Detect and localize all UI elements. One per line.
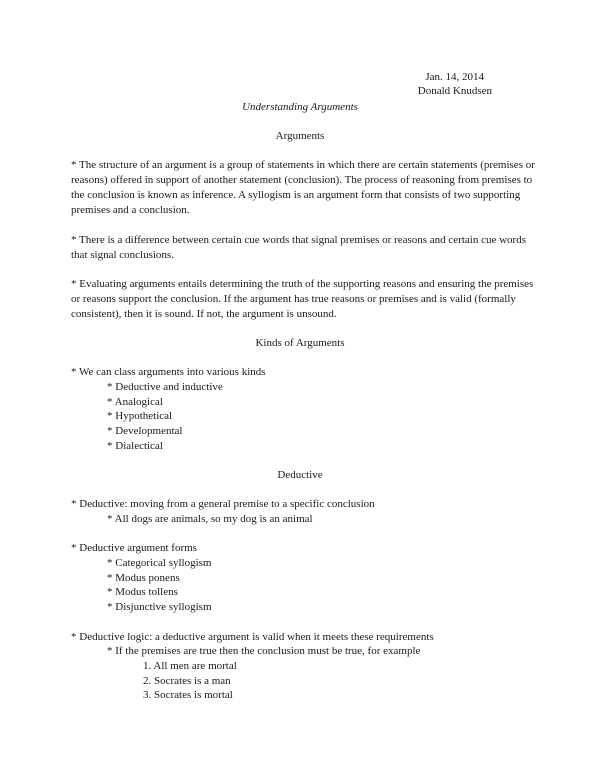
paragraph-evaluating-arguments: * Evaluating arguments entails determining the truth of the supporting reasons and ensuring the premises or reasons support the conclusion. If the argument has true reasons or premises and is valid (formally consistent), then it is sound. If not, the argument is unsound. [71,278,534,320]
header-author: Donald Knudsen [417,85,492,97]
list-item-deductive-example: * All dogs are animals, so my dog is an animal [107,513,313,525]
list-item-kind: * Deductive and inductive [107,381,223,393]
list-item-kinds-intro: * We can class arguments into various kinds [71,366,266,378]
list-item-kind: * Analogical [107,396,163,408]
list-item-form: * Categorical syllogism [107,557,212,569]
list-item-deductive-definition: * Deductive: moving from a general premise to a specific conclusion [71,498,375,510]
syllogism-line: 3. Socrates is mortal [143,689,233,701]
list-item-kind: * Hypothetical [107,410,173,422]
list-item-form: * Modus tollens [107,586,178,598]
document-title: Understanding Arguments [242,101,358,113]
list-item-form: * Disjunctive syllogism [107,601,212,613]
section-heading-arguments: Arguments [275,130,325,142]
list-item-form: * Modus ponens [107,572,180,584]
list-item-logic-sub: * If the premises are true then the conclusion must be true, for example [107,645,421,657]
syllogism-line: 2. Socrates is a man [143,675,231,687]
header-date: Jan. 14, 2014 [425,71,484,83]
list-item-deductive-logic: * Deductive logic: a deductive argument is valid when it meets these requirements [71,631,434,643]
syllogism-line: 1. All men are mortal [143,660,237,672]
list-item-kind: * Dialectical [107,440,163,452]
section-heading-kinds: Kinds of Arguments [255,337,345,349]
list-item-forms-intro: * Deductive argument forms [71,542,197,554]
paragraph-argument-structure: * The structure of an argument is a group of statements in which there are certain statements (premises or reasons) offered in support of another statement (conclusion). The process of reasoning from premises to the conclusion is known as inference. A syllogism is an argument form that consists of two supporting premises and a conclusion. [71,159,535,216]
paragraph-cue-words: * There is a difference between certain cue words that signal premises or reasons and certain cue words that signal conclusions. [71,234,526,261]
document-header [418,70,492,98]
section-heading-deductive: Deductive [277,469,323,481]
list-item-kind: * Developmental [107,425,183,437]
